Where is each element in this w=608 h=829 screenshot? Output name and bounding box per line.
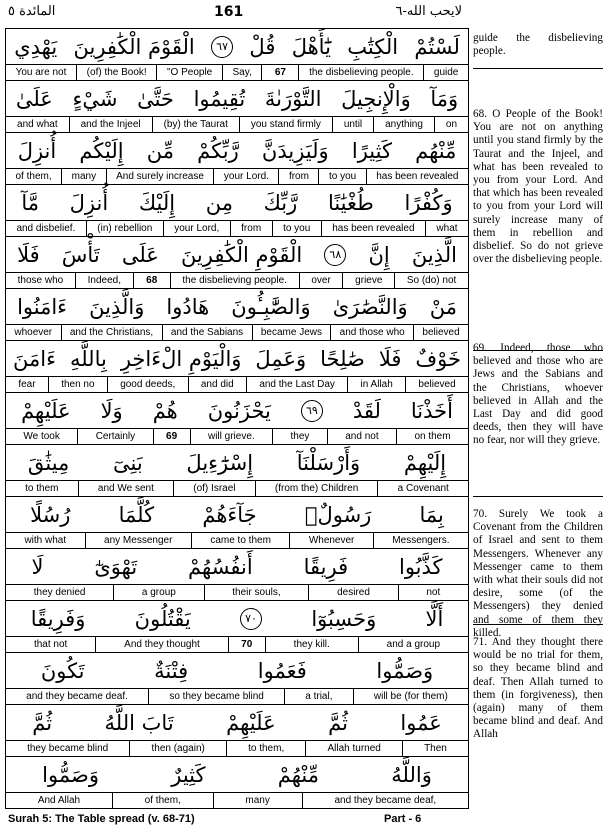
arabic-word: فَعَمُوا <box>257 658 307 683</box>
verse-number-marker: ٧٠ <box>240 608 262 630</box>
arabic-word: وَالْيَوْمِ الْءَاخِرِ <box>120 346 242 371</box>
english-gloss-cell: to them, <box>226 741 305 756</box>
english-gloss-cell: to you <box>272 221 321 236</box>
arabic-word: بِمَا <box>419 502 444 527</box>
english-gloss-cell: they became blind <box>27 743 109 754</box>
english-gloss-cell: and the Last Day <box>246 377 347 392</box>
arabic-line <box>6 237 468 272</box>
page-number: 161 <box>214 4 244 20</box>
arabic-word: ثُمَّ <box>32 710 53 735</box>
arabic-word: مَنْ <box>429 294 457 319</box>
arabic-word: كُلَّمَا <box>118 502 155 527</box>
arabic-word: وَفَرِيقًا <box>30 606 86 631</box>
arabic-word: التَّوْرَىٰةَ <box>264 86 322 111</box>
translation-divider <box>473 624 603 625</box>
arabic-word: إِلَيْهِمْ <box>403 450 447 475</box>
arabic-word: كَذَّبُوا <box>399 554 443 579</box>
arabic-line <box>6 497 468 532</box>
arabic-word: تَأْسَ <box>61 242 100 267</box>
english-gloss-cell: what <box>425 221 468 236</box>
english-gloss-cell: from <box>230 221 272 236</box>
arabic-line <box>6 133 468 168</box>
arabic-word: بِاللَّهِ <box>69 346 107 371</box>
arabic-word: مِّنْهُمْ <box>277 762 320 787</box>
arabic-line <box>6 341 468 376</box>
english-gloss-line <box>6 584 468 601</box>
english-gloss-cell: in Allah <box>347 377 405 392</box>
arabic-word: أَخَذْنَا <box>410 398 453 423</box>
arabic-line <box>6 601 468 636</box>
arabic-word: تَكُونَ <box>40 658 85 683</box>
english-gloss-cell: and those who <box>330 325 413 340</box>
page-footer <box>0 810 608 829</box>
arabic-word: وَالْإِنجِيلَ <box>341 86 411 111</box>
english-gloss-cell: they denied <box>33 587 86 598</box>
arabic-word: حَتَّىٰ <box>137 86 174 111</box>
arabic-line <box>6 757 468 792</box>
english-gloss-cell: (by) the Taurat <box>152 117 239 132</box>
english-gloss-cell: desired <box>308 585 397 600</box>
verse-row <box>6 133 468 186</box>
verse-number-marker: ٦٩ <box>301 400 323 422</box>
english-gloss-cell: a Covenant <box>377 481 468 496</box>
english-gloss-line <box>6 428 468 445</box>
english-gloss-cell: and We sent <box>78 481 173 496</box>
arabic-word: عَلَيْهِمْ <box>21 398 71 423</box>
english-gloss-cell: and not <box>327 429 396 444</box>
translation-divider <box>473 68 603 69</box>
verse-number-marker: ٦٨ <box>324 244 346 266</box>
english-gloss-cell: (from the) Children <box>255 481 378 496</box>
english-gloss-cell: And Allah <box>37 795 81 806</box>
translation-paragraph-68: 68. O People of the Book! You are not on anything until you stand firmly by the Taurat and the Injeel, and what has been revealed to you from your Lord. And that which has been revealed to you from your Lord will surely increase many of them in rebellion and disbelief. So do not grieve over the disbelieving people. <box>473 108 603 266</box>
verse-row <box>6 705 468 758</box>
english-gloss-line <box>6 636 468 653</box>
arabic-word: هَادُوا <box>166 294 210 319</box>
header-juz-name: لايحب الله-٦ <box>395 4 462 19</box>
arabic-word: صَٰلِحًا <box>320 346 365 371</box>
english-gloss-cell: the disbelieving people. <box>170 273 299 288</box>
translation-divider <box>473 496 603 497</box>
arabic-word: مِن <box>205 190 233 215</box>
arabic-word: فَرِيقًا <box>303 554 349 579</box>
arabic-word: مِّنْهُم <box>415 138 457 163</box>
english-gloss-cell: on them <box>396 429 468 444</box>
arabic-word: جَآءَهُمْ <box>202 502 257 527</box>
english-gloss-line <box>6 532 468 549</box>
arabic-word: الْقَوْمَ الْكَٰفِرِينَ <box>73 34 195 59</box>
english-gloss-cell: and the Injeel <box>69 117 152 132</box>
arabic-word: رَّبِّكُمْ <box>197 138 239 163</box>
arabic-word: أُنزِلَ <box>17 138 57 163</box>
english-gloss-cell: fear <box>18 379 36 390</box>
english-gloss-cell: many <box>213 793 302 808</box>
english-gloss-cell: of them, <box>112 793 213 808</box>
english-gloss-cell: then no <box>48 377 107 392</box>
arabic-word: مَّآ <box>21 190 39 215</box>
arabic-line <box>6 549 468 584</box>
english-gloss-line <box>6 168 468 185</box>
english-gloss-cell: has been revealed <box>321 221 425 236</box>
arabic-word: عَلَيْهِمْ <box>226 710 276 735</box>
english-gloss-cell: has been revealed <box>366 169 468 184</box>
arabic-word: طُغْيَٰنًا <box>327 190 374 215</box>
english-gloss-cell: Whenever <box>289 533 372 548</box>
arabic-word: تُقِيمُوا <box>193 86 246 111</box>
verse-row <box>6 497 468 550</box>
header-surah-name: المائدة ٥ <box>8 4 56 19</box>
english-gloss-cell: your Lord. <box>213 169 278 184</box>
english-gloss-cell: over <box>299 273 343 288</box>
translation-paragraph-70: 70. Surely We took a Covenant from the Children of Israel and sent to them Messengers. Whenever any Messenger came to them with what their souls did not desire, some (of the Messengers) they denied and some of them they killed. <box>473 508 603 639</box>
arabic-word: لَسْتُمْ <box>414 34 460 59</box>
english-gloss-cell: any Messenger <box>85 533 191 548</box>
english-gloss-cell: many <box>61 169 105 184</box>
english-gloss-cell: you stand firmly <box>239 117 332 132</box>
english-gloss-cell: and the Sabians <box>162 325 252 340</box>
english-gloss-cell: so they became blind <box>148 689 284 704</box>
english-gloss-cell: and what <box>17 119 58 130</box>
english-gloss-cell: they kill. <box>265 637 358 652</box>
arabic-word: تَهْوَىٰٓ <box>94 554 138 579</box>
english-gloss-cell: they <box>272 429 327 444</box>
verse-row <box>6 445 468 498</box>
arabic-word: عَلَىٰ <box>15 86 53 111</box>
page-header <box>0 0 470 28</box>
verse-number-cell: 70 <box>228 637 265 652</box>
english-gloss-cell: that not <box>33 639 68 650</box>
arabic-line <box>6 653 468 688</box>
arabic-word: قُلْ <box>249 34 276 59</box>
arabic-word: إِلَيْكُم <box>79 138 124 163</box>
english-gloss-cell: (of) Israel <box>173 481 255 496</box>
arabic-word: وَالَّذِينَ <box>89 294 145 319</box>
english-gloss-line <box>6 64 468 81</box>
arabic-line <box>6 289 468 324</box>
english-gloss-cell: from <box>278 169 318 184</box>
arabic-word: فِتْنَةٌ <box>154 658 189 683</box>
english-gloss-cell: So (do) not <box>394 273 468 288</box>
arabic-word: وَمَآ <box>430 86 459 111</box>
english-gloss-cell: will grieve. <box>190 429 273 444</box>
verse-row <box>6 549 468 602</box>
english-gloss-cell: on <box>434 117 468 132</box>
english-gloss-cell: with what <box>24 535 67 546</box>
arabic-line <box>6 29 468 64</box>
arabic-line <box>6 445 468 480</box>
english-gloss-line <box>6 688 468 705</box>
arabic-word: عَلَى <box>121 242 159 267</box>
verse-number-cell: 67 <box>261 65 298 80</box>
english-gloss-cell: (in) rebellion <box>86 221 163 236</box>
arabic-word: فَلَا <box>17 242 40 267</box>
arabic-word: وَكُفْرًا <box>404 190 453 215</box>
english-gloss-line <box>6 376 468 393</box>
english-gloss-cell: We took <box>23 431 60 442</box>
arabic-word: بَنِىٓ <box>113 450 143 475</box>
arabic-word: يَٰٓأَهْلَ <box>291 34 331 59</box>
arabic-line <box>6 705 468 740</box>
arabic-word: يَحْزَنُونَ <box>207 398 271 423</box>
arabic-word: شَيْءٍ <box>72 86 118 111</box>
english-gloss-cell: to them <box>25 483 59 494</box>
english-gloss-cell: grieve <box>342 273 394 288</box>
english-gloss-cell: You are not <box>15 67 67 78</box>
english-gloss-cell: (of) the Book! <box>76 65 156 80</box>
arabic-word: مِّن <box>146 138 174 163</box>
english-gloss-cell: became Jews <box>252 325 331 340</box>
arabic-word: وَعَمِلَ <box>255 346 307 371</box>
english-gloss-cell: came to them <box>191 533 290 548</box>
english-gloss-cell: and they became deaf. <box>26 691 128 702</box>
english-gloss-cell: to you <box>318 169 365 184</box>
arabic-word: وَصَمُّوا <box>42 762 99 787</box>
english-gloss-cell: and disbelief. <box>16 223 76 234</box>
arabic-word: الْكِتَٰبِ <box>347 34 399 59</box>
arabic-word: عَمُوا <box>400 710 442 735</box>
arabic-line <box>6 185 468 220</box>
english-gloss-cell: anything <box>373 117 434 132</box>
english-gloss-line <box>6 220 468 237</box>
verse-row <box>6 601 468 654</box>
english-gloss-cell: good deeds, <box>107 377 188 392</box>
arabic-word: وَصَمُّوا <box>376 658 434 683</box>
english-gloss-cell: then (again) <box>129 741 226 756</box>
english-gloss-cell: guide <box>423 65 468 80</box>
english-gloss-cell: and the Christians, <box>61 325 162 340</box>
arabic-word: إِسْرَٰٓءِيلَ <box>186 450 254 475</box>
verse-number-marker: ٦٧ <box>211 36 233 58</box>
verse-row <box>6 289 468 342</box>
english-gloss-cell: Then <box>402 741 468 756</box>
english-gloss-cell: not <box>398 585 468 600</box>
arabic-word: وَأَرْسَلْنَآ <box>296 450 361 475</box>
english-gloss-cell: believed <box>405 377 468 392</box>
verse-number-cell: 68 <box>133 273 170 288</box>
english-gloss-cell: a trial, <box>284 689 353 704</box>
arabic-word: رُسُلًا <box>30 502 71 527</box>
arabic-word: تَابَ اللَّهُ <box>104 710 174 735</box>
arabic-word: مِيثَٰقَ <box>27 450 70 475</box>
arabic-word: أَنفُسُهُمْ <box>188 554 253 579</box>
verse-row <box>6 81 468 134</box>
english-gloss-cell: And they thought <box>95 637 228 652</box>
verse-row <box>6 757 468 810</box>
arabic-word: أُنزِلَ <box>69 190 109 215</box>
english-gloss-line <box>6 792 468 809</box>
english-gloss-cell: believed <box>413 325 468 340</box>
arabic-word: يَقْتُلُونَ <box>134 606 191 631</box>
verse-row <box>6 185 468 238</box>
english-gloss-cell: will be (for them) <box>353 689 468 704</box>
arabic-word: وَحَسِبُوٓا <box>311 606 377 631</box>
arabic-word: الَّذِينَ <box>411 242 457 267</box>
translation-paragraph-69: 69. Indeed, those who believed and those who are Jews and the Sabians and the Christians, whoever believed in Allah and the Last Day and did good deeds, then they will have no fear, nor will they grieve. <box>473 342 603 447</box>
english-gloss-line <box>6 116 468 133</box>
english-gloss-cell: And surely increase <box>106 169 214 184</box>
english-gloss-cell: and did <box>188 377 246 392</box>
arabic-word: وَلَيَزِيدَنَّ <box>261 138 329 163</box>
verse-row <box>6 653 468 706</box>
english-gloss-cell: Indeed, <box>75 273 133 288</box>
arabic-word: ءَامَنُوا <box>17 294 68 319</box>
arabic-word: أَلَّا <box>425 606 444 631</box>
arabic-word: خَوْفٌ <box>415 346 462 371</box>
arabic-word: إِنَّ <box>368 242 390 267</box>
english-gloss-cell: the disbelieving people. <box>298 65 423 80</box>
arabic-word: لَا <box>31 554 44 579</box>
english-gloss-cell: Certainly <box>77 429 152 444</box>
english-gloss-line <box>6 740 468 757</box>
verse-row <box>6 29 468 82</box>
verse-row <box>6 341 468 394</box>
arabic-word: الْقَوْمِ الْكَٰفِرِينَ <box>180 242 303 267</box>
english-gloss-cell: and they became deaf, <box>302 793 468 808</box>
english-gloss-cell: Say, <box>222 65 262 80</box>
translation-paragraph-71: 71. And they thought there would be no trial for them, so they became blind and deaf. Then Allah turned to them (in forgiveness), then (again) many of them became blind and deaf. And Allah <box>473 636 603 741</box>
english-gloss-cell: a group <box>113 585 203 600</box>
word-by-word-grid <box>5 28 469 809</box>
verse-row <box>6 393 468 446</box>
arabic-word: ءَامَنَ <box>13 346 56 371</box>
english-gloss-cell: until <box>332 117 373 132</box>
english-gloss-cell: whoever <box>14 327 53 338</box>
footer-surah-title: Surah 5: The Table spread (v. 68-71) <box>8 813 195 825</box>
translation-paragraph-continuation: guide the disbelieving people. <box>473 32 603 58</box>
english-gloss-line <box>6 480 468 497</box>
english-gloss-cell: Allah turned <box>305 741 402 756</box>
verse-number-cell: 69 <box>153 429 190 444</box>
arabic-word: هُمْ <box>152 398 178 423</box>
arabic-word: كَثِيرٌ <box>171 762 206 787</box>
english-gloss-cell: Messengers. <box>373 533 468 548</box>
arabic-word: وَالصَّٰبِـُٔونَ <box>231 294 311 319</box>
english-gloss-line <box>6 324 468 341</box>
arabic-word: إِلَيْكَ <box>138 190 176 215</box>
arabic-word: وَاللَّهُ <box>391 762 432 787</box>
verse-row <box>6 237 468 290</box>
english-gloss-cell: your Lord, <box>163 221 230 236</box>
arabic-word: ثُمَّ <box>328 710 348 735</box>
arabic-line <box>6 81 468 116</box>
english-gloss-cell: their souls, <box>204 585 309 600</box>
english-gloss-cell: and a group <box>358 637 468 652</box>
arabic-word: يَهْدِي <box>14 34 58 59</box>
english-gloss-cell: of them, <box>15 171 52 182</box>
arabic-word: رَسُولٌۢ <box>304 502 372 527</box>
footer-part-label: Part - 6 <box>384 813 422 825</box>
arabic-line <box>6 393 468 428</box>
english-gloss-cell: "O People <box>156 65 222 80</box>
english-gloss-line <box>6 272 468 289</box>
arabic-word: وَالنَّصَٰرَىٰ <box>332 294 408 319</box>
arabic-word: رَّبِّكَ <box>263 190 298 215</box>
arabic-word: فَلَا <box>378 346 402 371</box>
english-gloss-cell: those who <box>17 275 64 286</box>
arabic-word: وَلَا <box>100 398 123 423</box>
arabic-word: لَقَدْ <box>352 398 381 423</box>
arabic-word: كَثِيرًا <box>351 138 392 163</box>
